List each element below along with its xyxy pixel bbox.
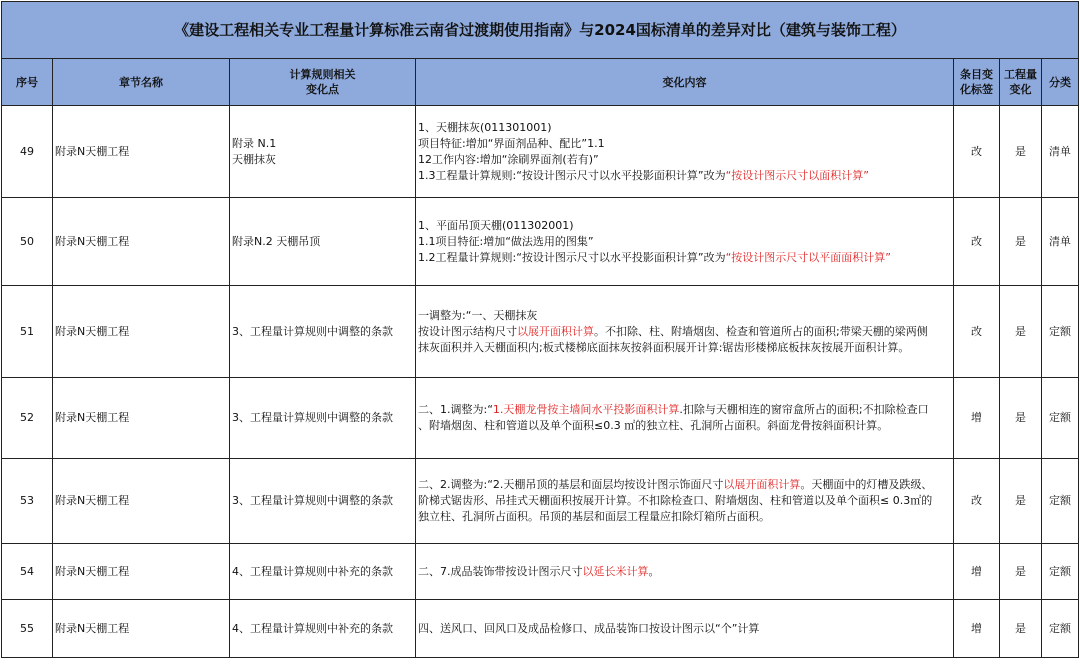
table-row <box>2 198 1079 286</box>
table-row <box>2 459 1079 544</box>
row-seq: 50 <box>2 198 53 286</box>
row-chapter: 附录N天棚工程 <box>53 459 230 544</box>
row-rule: 4、工程量计算规则中补充的条款 <box>230 544 416 600</box>
row-chapter: 附录N天棚工程 <box>53 286 230 378</box>
title-row <box>2 2 1079 59</box>
row-tag: 改 <box>954 286 1000 378</box>
row-qty: 是 <box>1000 459 1042 544</box>
row-qty: 是 <box>1000 286 1042 378</box>
row-tag: 改 <box>954 106 1000 198</box>
row-rule: 4、工程量计算规则中补充的条款 <box>230 600 416 658</box>
row-category: 定额 <box>1042 378 1079 459</box>
row-chapter: 附录N天棚工程 <box>53 544 230 600</box>
row-category: 定额 <box>1042 286 1079 378</box>
row-chapter: 附录N天棚工程 <box>53 600 230 658</box>
header-rule: 计算规则相关 变化点 <box>230 59 416 106</box>
row-seq: 53 <box>2 459 53 544</box>
row-content: 1、天棚抹灰(011301001) 项目特征:增加“界面剂品种、配比”1.1 12工作内容:增加“涂刷界面剂(若有)” 1.3工程量计算规则:“按设计图示尺寸以水平投影面积计算”改为“按设计图示尺寸以面积计算” <box>416 106 954 198</box>
row-content: 四、送风口、回风口及成品检修口、成品装饰口按设计图示以“个”计算 <box>416 600 954 658</box>
header-chapter: 章节名称 <box>53 59 230 106</box>
row-rule: 附录N.2 天棚吊顶 <box>230 198 416 286</box>
header-row <box>2 59 1079 106</box>
row-qty: 是 <box>1000 544 1042 600</box>
header-qty: 工程量 变化 <box>1000 59 1042 106</box>
row-qty: 是 <box>1000 600 1042 658</box>
table-title: 《建设工程相关专业工程量计算标准云南省过渡期使用指南》与2024国标清单的差异对比（建筑与装饰工程） <box>2 2 1079 59</box>
row-content: 二、1.调整为:“1.天棚龙骨按主墙间水平投影面积计算.扣除与天棚相连的窗帘盒所占的面积;不扣除检查口 、附墙烟囱、柱和管道以及单个面积≤0.3 ㎡的独立柱、孔洞所占面积。斜面龙骨按斜面积计算。 <box>416 378 954 459</box>
row-content: 二、2.调整为:“2.天棚吊顶的基层和面层均按设计图示饰面尺寸以展开面积计算。天棚面中的灯槽及跌级、 阶梯式锯齿形、吊挂式天棚面积按展开计算。不扣除检查口、附墙烟囱、柱和管道以及单个面积≤ 0.3㎡的 独立柱、孔洞所占面积。吊顶的基层和面层工程量应扣除灯箱所占面积。 <box>416 459 954 544</box>
header-category: 分类 <box>1042 59 1079 106</box>
row-rule: 3、工程量计算规则中调整的条款 <box>230 459 416 544</box>
row-tag: 增 <box>954 544 1000 600</box>
table-row <box>2 106 1079 198</box>
row-tag: 改 <box>954 459 1000 544</box>
table-row <box>2 286 1079 378</box>
row-rule: 3、工程量计算规则中调整的条款 <box>230 378 416 459</box>
row-content: 二、7.成品装饰带按设计图示尺寸以延长米计算。 <box>416 544 954 600</box>
row-rule: 3、工程量计算规则中调整的条款 <box>230 286 416 378</box>
table-row <box>2 600 1079 658</box>
row-category: 定额 <box>1042 600 1079 658</box>
row-rule: 附录 N.1 天棚抹灰 <box>230 106 416 198</box>
row-content: 1、平面吊顶天棚(011302001) 1.1项目特征:增加“做法选用的图集” 1.2工程量计算规则:“按设计图示尺寸以水平投影面积计算”改为“按设计图示尺寸以平面面积计算” <box>416 198 954 286</box>
row-seq: 52 <box>2 378 53 459</box>
row-tag: 改 <box>954 198 1000 286</box>
header-content: 变化内容 <box>416 59 954 106</box>
row-seq: 49 <box>2 106 53 198</box>
table-row <box>2 544 1079 600</box>
row-content: 一调整为:“一、天棚抹灰 按设计图示结构尺寸以展开面积计算。不扣除、柱、附墙烟囱、检查和管道所占的面积;带梁天棚的梁两侧 抹灰面积并入天棚面积内;板式楼梯底面抹灰按斜面积展开计算:锯齿形楼梯底板抹灰按展开面积计算。 <box>416 286 954 378</box>
row-category: 清单 <box>1042 106 1079 198</box>
table-row <box>2 378 1079 459</box>
row-seq: 51 <box>2 286 53 378</box>
row-tag: 增 <box>954 600 1000 658</box>
header-seq: 序号 <box>2 59 53 106</box>
row-qty: 是 <box>1000 106 1042 198</box>
row-category: 定额 <box>1042 459 1079 544</box>
row-category: 定额 <box>1042 544 1079 600</box>
comparison-table <box>1 1 1079 658</box>
row-seq: 55 <box>2 600 53 658</box>
row-chapter: 附录N天棚工程 <box>53 378 230 459</box>
row-category: 清单 <box>1042 198 1079 286</box>
row-chapter: 附录N天棚工程 <box>53 106 230 198</box>
header-tag: 条目变 化标签 <box>954 59 1000 106</box>
row-tag: 增 <box>954 378 1000 459</box>
row-seq: 54 <box>2 544 53 600</box>
row-qty: 是 <box>1000 198 1042 286</box>
row-chapter: 附录N天棚工程 <box>53 198 230 286</box>
row-qty: 是 <box>1000 378 1042 459</box>
